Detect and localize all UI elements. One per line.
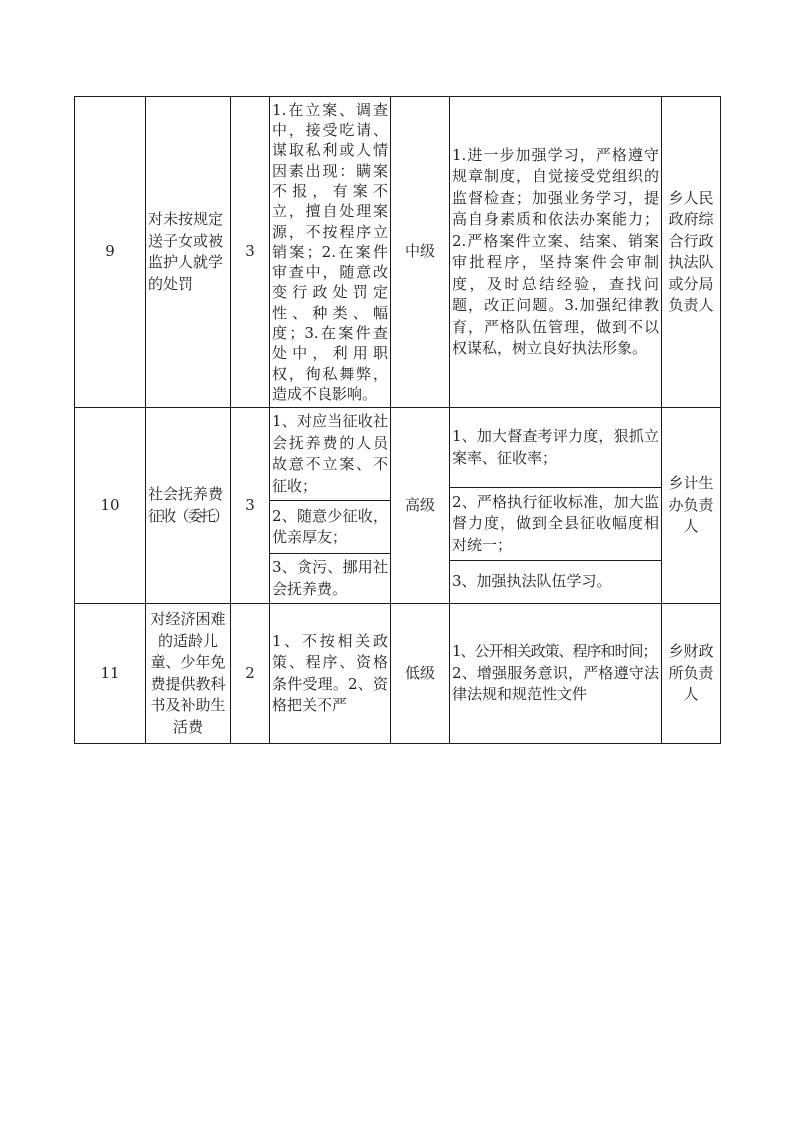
- row-9-number-cell: [74, 96, 146, 408]
- row-number: 9: [105, 242, 115, 261]
- row-10-risk-cell-1: [269, 407, 391, 501]
- measures-text: 1、加大督查考评力度，狠抓立案率、征收率；: [452, 427, 659, 467]
- row-11-responsible-cell: [661, 603, 721, 744]
- row-9-item-cell: [145, 96, 231, 408]
- row-10-responsible-cell: [661, 407, 721, 604]
- risk-text: 1、不按相关政策、程序、资格条件受理。2、资格把关不严: [272, 631, 388, 714]
- measures-line: 1、公开相关政策、程序和时间；: [452, 642, 657, 661]
- score-value: 3: [245, 495, 255, 514]
- row-10-level-cell: [390, 407, 450, 604]
- measures-line: 2、增强服务意识，严格遵守法律法规和规范性文件: [452, 663, 659, 704]
- row-number: 11: [100, 663, 120, 682]
- row-9-measures-cell: [449, 96, 662, 408]
- row-10-measures-cell-1: [449, 407, 662, 488]
- row-number: 10: [100, 495, 120, 514]
- risk-level: 高级: [404, 495, 435, 514]
- row-11-item-cell: [145, 603, 231, 744]
- responsible-party: 乡人民政府综合行政执法队或分局负责人: [668, 188, 714, 314]
- item-name: 对未按规定送子女或被监护人就学的处罚: [148, 210, 224, 293]
- row-11-level-cell: [390, 603, 450, 744]
- row-9-level-cell: [390, 96, 450, 408]
- row-10-measures-cell-2: [449, 487, 662, 561]
- item-name: 对经济困难的适龄儿童、少年免费提供教科书及补助生活费: [150, 610, 226, 736]
- score-value: 3: [245, 242, 255, 261]
- row-9-risk-cell: [269, 96, 391, 408]
- risk-text: 3、贪污、挪用社会抚养费。: [272, 558, 388, 598]
- risk-level: 中级: [404, 242, 435, 261]
- risk-level: 低级: [404, 663, 435, 682]
- row-10-measures-cell-3: [449, 560, 662, 604]
- measures-text: [452, 641, 659, 706]
- row-11-score-cell: [230, 603, 270, 744]
- row-11-number-cell: [74, 603, 146, 744]
- measures-text: 2、严格执行征收标准，加大监督力度，做到全县征收幅度相对统一；: [452, 492, 659, 554]
- responsible-party: 乡计生办负责人: [668, 474, 714, 536]
- risk-text: 2、随意少征收，优亲厚友；: [272, 506, 388, 546]
- item-name: [148, 484, 228, 527]
- row-10-risk-cell-2: [269, 500, 391, 554]
- row-10-score-cell: [230, 407, 270, 604]
- risk-text: 1、对应当征收社会抚养费的人员故意不立案、不征收；: [272, 412, 388, 495]
- row-10-number-cell: [74, 407, 146, 604]
- score-value: 2: [245, 663, 255, 682]
- item-name-line: 社会抚养费: [148, 485, 224, 503]
- measures-text: 3、加强执法队伍学习。: [452, 572, 612, 591]
- row-9-responsible-cell: [661, 96, 721, 408]
- item-name-line: 征收（委托）: [148, 506, 228, 525]
- row-10-risk-cell-3: [269, 553, 391, 604]
- row-11-measures-cell: [449, 603, 662, 744]
- row-11-risk-cell: [269, 603, 391, 744]
- responsible-party: 乡财政所负责人: [668, 642, 714, 704]
- row-10-item-cell: [145, 407, 231, 604]
- measures-text: 1.进一步加强学习，严格遵守规章制度，自觉接受党组织的监督检查；加强业务学习，提高自身素质和依法办案能力；2.严格案件立案、结案、销案审批程序，坚持案件会审制度，及时总结经验，查找问题，改正问题。3.加强纪律教育，严格队伍管理，做到不以权谋私，树立良好执法形象。: [452, 145, 659, 357]
- row-9-score-cell: [230, 96, 270, 408]
- risk-text: 1.在立案、调查中，接受吃请、谋取私利或人情因素出现：瞒案不报，有案不立，擅自处理案源，不按程序立销案；2.在案件审查中，随意改变行政处罚定性、种类、幅度；3.在案件查处中，利用职权，徇私舞弊，造成不良影响。: [272, 100, 388, 403]
